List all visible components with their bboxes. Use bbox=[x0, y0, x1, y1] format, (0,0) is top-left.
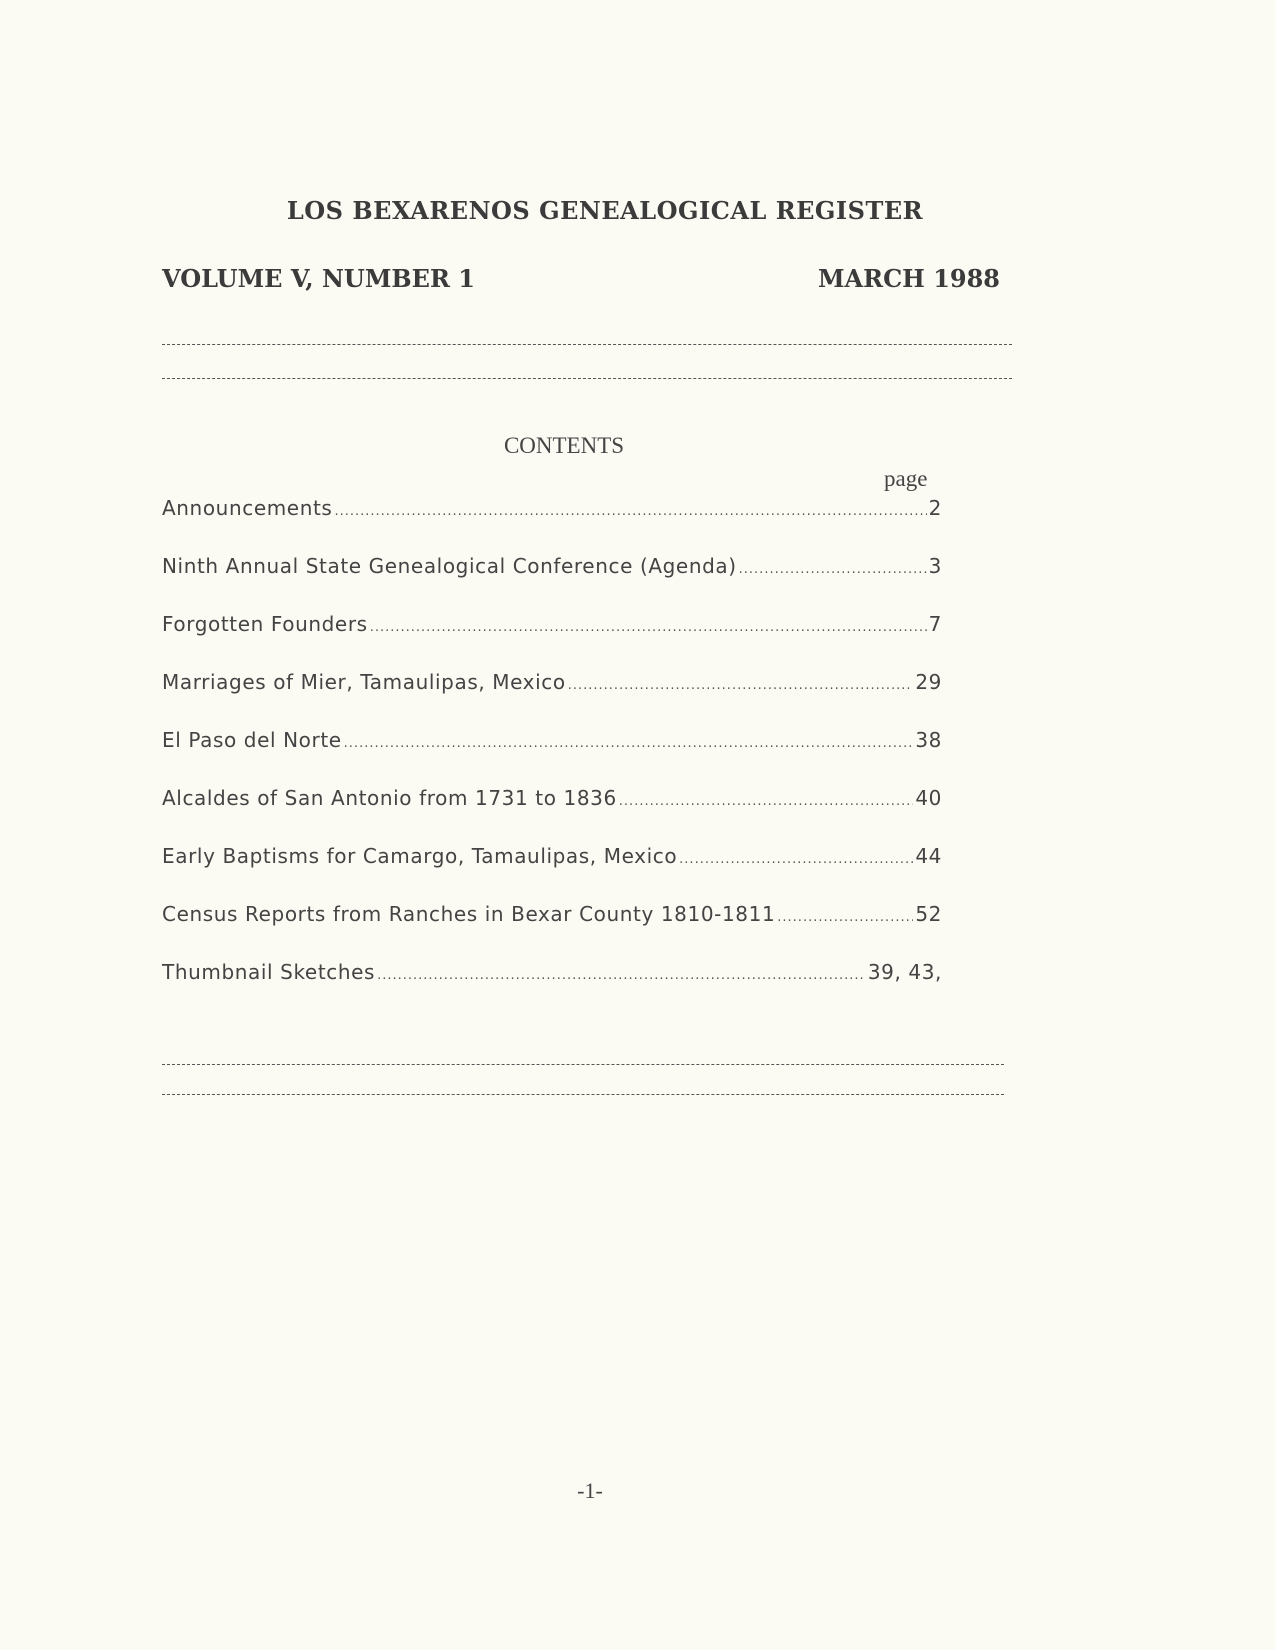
publication-title: LOS BEXARENOS GENEALOGICAL REGISTER bbox=[286, 196, 924, 225]
toc-dot-leader bbox=[619, 794, 914, 809]
bottom-rule-1 bbox=[162, 1064, 1004, 1065]
issue-date: MARCH 1988 bbox=[817, 264, 1000, 293]
contents-heading: CONTENTS bbox=[503, 433, 625, 458]
toc-entry-page: 7 bbox=[928, 612, 942, 636]
toc-entry-title: El Paso del Norte bbox=[162, 728, 342, 752]
toc-entry bbox=[162, 612, 942, 670]
toc-entry bbox=[162, 496, 942, 554]
toc-entry-title: Announcements bbox=[162, 496, 333, 520]
toc-entry bbox=[162, 728, 942, 786]
toc-entry bbox=[162, 844, 942, 902]
toc-entry-title: Marriages of Mier, Tamaulipas, Mexico bbox=[162, 670, 566, 694]
toc-entry bbox=[162, 902, 942, 960]
toc-entry-title: Alcaldes of San Antonio from 1731 to 1836 bbox=[162, 786, 617, 810]
toc-entry-title: Census Reports from Ranches in Bexar County 1810-1811 bbox=[162, 902, 776, 926]
toc-dot-leader bbox=[377, 968, 866, 983]
toc-entry-page: 44 bbox=[915, 844, 942, 868]
toc-dot-leader bbox=[344, 736, 914, 751]
toc-entry-page: 3 bbox=[928, 554, 942, 578]
toc-entry-title: Thumbnail Sketches bbox=[162, 960, 376, 984]
toc-entry bbox=[162, 670, 942, 728]
toc-entry-page: 2 bbox=[928, 496, 942, 520]
top-rule-2 bbox=[162, 378, 1012, 379]
toc-dot-leader bbox=[568, 678, 914, 693]
table-of-contents bbox=[162, 496, 942, 1018]
toc-entry-title: Forgotten Founders bbox=[162, 612, 368, 636]
toc-entry-page: 38 bbox=[915, 728, 942, 752]
volume-number: VOLUME V, NUMBER 1 bbox=[162, 264, 475, 293]
toc-entry-page: 29 bbox=[915, 670, 942, 694]
page-number: -1- bbox=[577, 1478, 603, 1503]
top-rule-1 bbox=[162, 344, 1012, 345]
toc-entry-title: Early Baptisms for Camargo, Tamaulipas, Mexico bbox=[162, 844, 678, 868]
toc-entry bbox=[162, 554, 942, 612]
toc-dot-leader bbox=[370, 620, 927, 635]
page-column-label: page bbox=[884, 466, 928, 491]
bottom-rule-2 bbox=[162, 1094, 1004, 1095]
toc-entry-page: 40 bbox=[915, 786, 942, 810]
toc-entry bbox=[162, 786, 942, 844]
toc-entry-page: 52 bbox=[915, 902, 942, 926]
toc-dot-leader bbox=[334, 504, 926, 519]
toc-entry-page: 39, 43, bbox=[867, 960, 942, 984]
issue-info-row bbox=[162, 264, 1000, 293]
toc-dot-leader bbox=[739, 562, 927, 577]
toc-entry-title: Ninth Annual State Genealogical Conference (Agenda) bbox=[162, 554, 737, 578]
toc-dot-leader bbox=[777, 910, 913, 925]
toc-entry bbox=[162, 960, 942, 1018]
toc-dot-leader bbox=[679, 852, 913, 867]
